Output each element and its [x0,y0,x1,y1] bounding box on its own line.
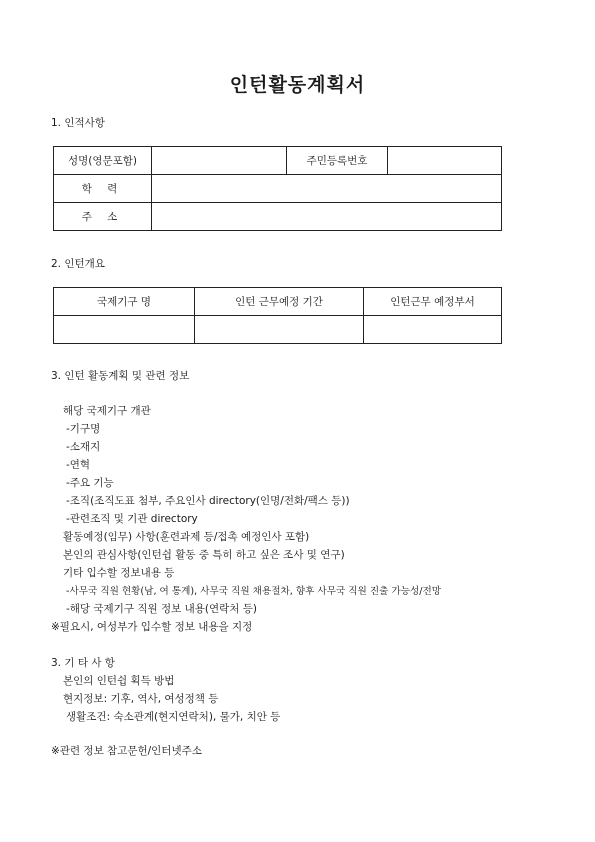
text-line: 해당 국제기구 개관 [63,405,151,417]
id-number-field[interactable] [388,147,502,175]
section2-heading: 2. 인턴개요 [51,258,105,270]
section1-heading: 1. 인적사항 [51,117,105,129]
id-number-label: 주민등록번호 [287,147,388,175]
period-field[interactable] [195,316,364,344]
intern-overview-table [53,287,502,344]
text-line: -사무국 직원 현황(남, 여 통계), 사무국 직원 채용절차, 향후 사무국 직원 진출 가능성/전망 [66,586,442,597]
text-line: 본인의 관심사항(인턴쉽 활동 중 특히 하고 싶은 조사 및 연구) [63,549,345,561]
address-field[interactable] [152,203,502,231]
text-line: 현지정보: 기후, 역사, 여성정책 등 [63,693,219,705]
education-label: 학 력 [54,175,152,203]
name-label: 성명(영문포함) [54,147,152,175]
org-name-header: 국제기구 명 [54,288,195,316]
text-line: 본인의 인턴쉽 획득 방법 [63,675,175,687]
note-line: ※필요시, 여성부가 입수할 정보 내용을 지정 [51,621,253,633]
section4-heading: 3. 기 타 사 항 [51,657,115,669]
name-field[interactable] [152,147,287,175]
text-line: -기구명 [66,423,101,435]
text-line: -연혁 [66,459,91,471]
education-field[interactable] [152,175,502,203]
org-name-field[interactable] [54,316,195,344]
text-line: -관련조직 및 기관 directory [66,513,198,525]
address-label: 주 소 [54,203,152,231]
text-line: 생활조건: 숙소관계(현지연락처), 물가, 치안 등 [66,711,281,723]
text-line: 활동예정(임무) 사항(훈련과제 등/접촉 예정인사 포함) [63,531,310,543]
department-header: 인턴근무 예정부서 [364,288,502,316]
department-field[interactable] [364,316,502,344]
text-line: -조직(조직도표 첨부, 주요인사 directory(인명/전화/팩스 등)) [66,495,350,507]
text-line: 기타 입수할 정보내용 등 [63,567,175,579]
text-line: -주요 기능 [66,477,114,489]
personal-info-table [53,146,502,231]
text-line: -해당 국제기구 직원 정보 내용(연락처 등) [66,603,257,615]
period-header: 인턴 근무예정 기간 [195,288,364,316]
footnote: ※관련 정보 참고문헌/인터넷주소 [51,745,202,757]
section3-heading: 3. 인턴 활동계획 및 관련 정보 [51,370,190,382]
page-title: 인턴활동계획서 [229,74,366,96]
text-line: -소재지 [66,441,101,453]
